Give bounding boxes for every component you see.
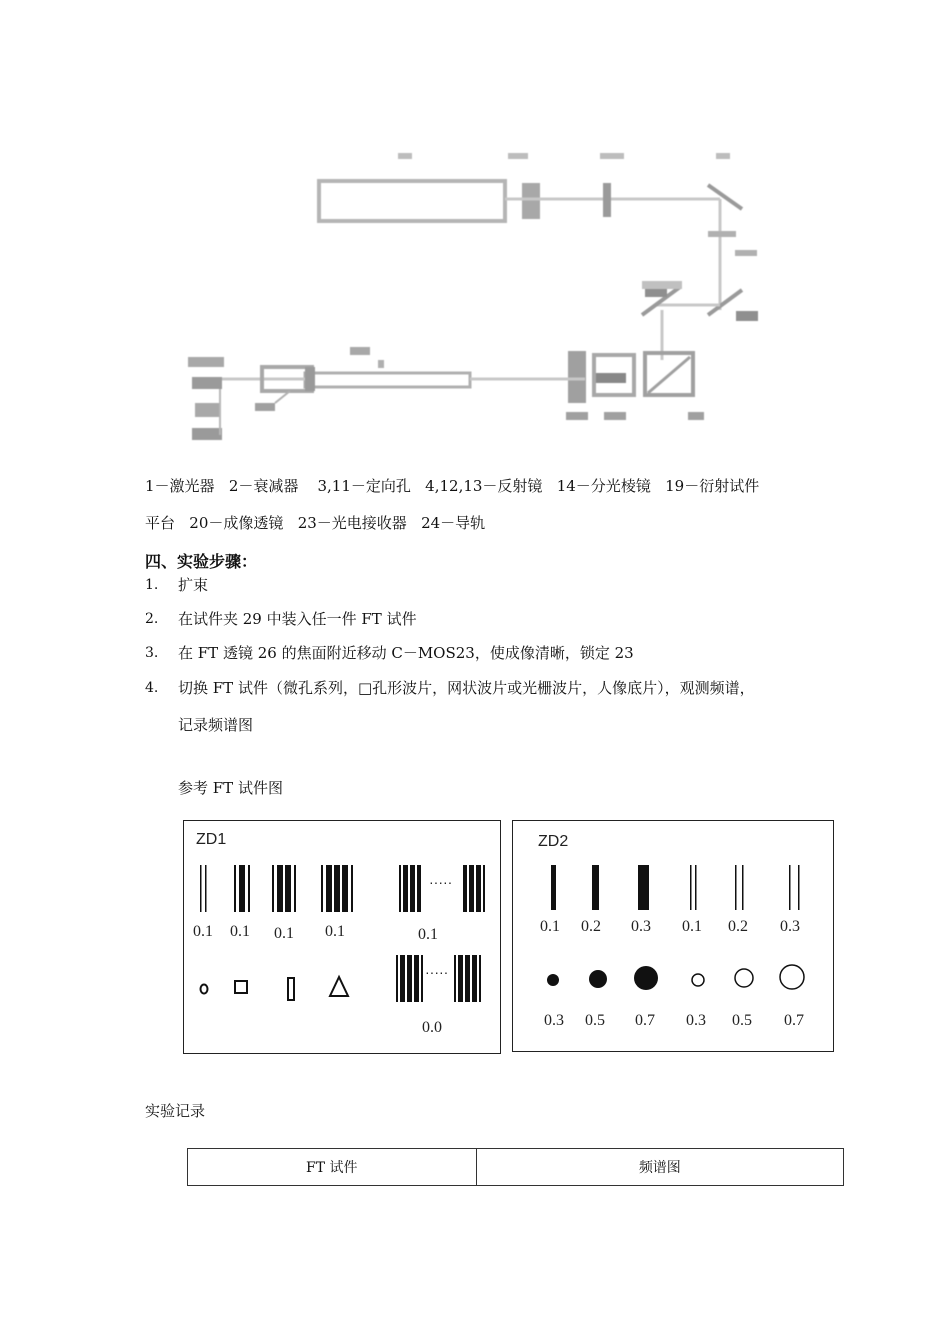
hole-value: 0.5 [585, 1012, 605, 1029]
hole-value: 0.5 [732, 1012, 752, 1029]
step-number: 3. [145, 645, 159, 661]
optical-setup-diagram [180, 145, 780, 450]
zd2-label: ZD2 [538, 833, 569, 850]
zd1-panel [183, 820, 501, 1054]
step-text-continued: 记录频谱图 [178, 716, 254, 734]
grating-value: 0.1 [325, 923, 345, 940]
reference-figure-title: 参考 FT 试件图 [178, 779, 283, 797]
step-text: 在 FT 透镜 26 的焦面附近移动 C－MOS23，使成像清晰，锁定 23 [178, 644, 634, 662]
column-header-ft-specimen: FT 试件 [188, 1149, 477, 1186]
zd2-panel [512, 820, 834, 1052]
step-text: 切换 FT 试件（微孔系列，□孔形波片，网状波片或光栅波片，人像底片），观测频谱， [178, 679, 755, 697]
step-text: 扩束 [178, 576, 209, 594]
record-table [187, 1148, 844, 1186]
grating-value-bottom: 0.0 [422, 1019, 442, 1036]
zd1-label: ZD1 [196, 831, 227, 848]
table-header-row [188, 1149, 844, 1186]
record-title: 实验记录 [145, 1102, 206, 1120]
component-legend-line2: 平台 20－成像透镜 23－光电接收器 24－导轨 [145, 514, 486, 532]
step-number: 2. [145, 611, 159, 627]
grating-value: 0.1 [193, 923, 213, 940]
section-heading: 四、实验步骤： [145, 552, 258, 571]
slit-value: 0.2 [581, 918, 601, 935]
component-legend-line1: 1－激光器 2－衰减器 3,11－定向孔 4,12,13－反射镜 14－分光棱镜 19－衍射试件 [145, 477, 760, 495]
hole-value: 0.7 [784, 1012, 804, 1029]
slit-value: 0.3 [780, 918, 800, 935]
hole-value: 0.3 [544, 1012, 564, 1029]
step-number: 4. [145, 680, 159, 696]
zd1-ellipsis-bottom: ····· [425, 964, 449, 980]
grating-value: 0.1 [274, 925, 294, 942]
slit-value: 0.1 [682, 918, 702, 935]
hole-value: 0.3 [686, 1012, 706, 1029]
zd1-ellipsis-top: ····· [429, 874, 453, 890]
slit-value: 0.1 [540, 918, 560, 935]
grating-value: 0.1 [230, 923, 250, 940]
slit-value: 0.2 [728, 918, 748, 935]
column-header-spectrum: 频谱图 [476, 1149, 843, 1186]
hole-value: 0.7 [635, 1012, 655, 1029]
slit-value: 0.3 [631, 918, 651, 935]
step-number: 1. [145, 577, 159, 593]
step-text: 在试件夹 29 中装入任一件 FT 试件 [178, 610, 417, 628]
grating-value: 0.1 [418, 926, 438, 943]
